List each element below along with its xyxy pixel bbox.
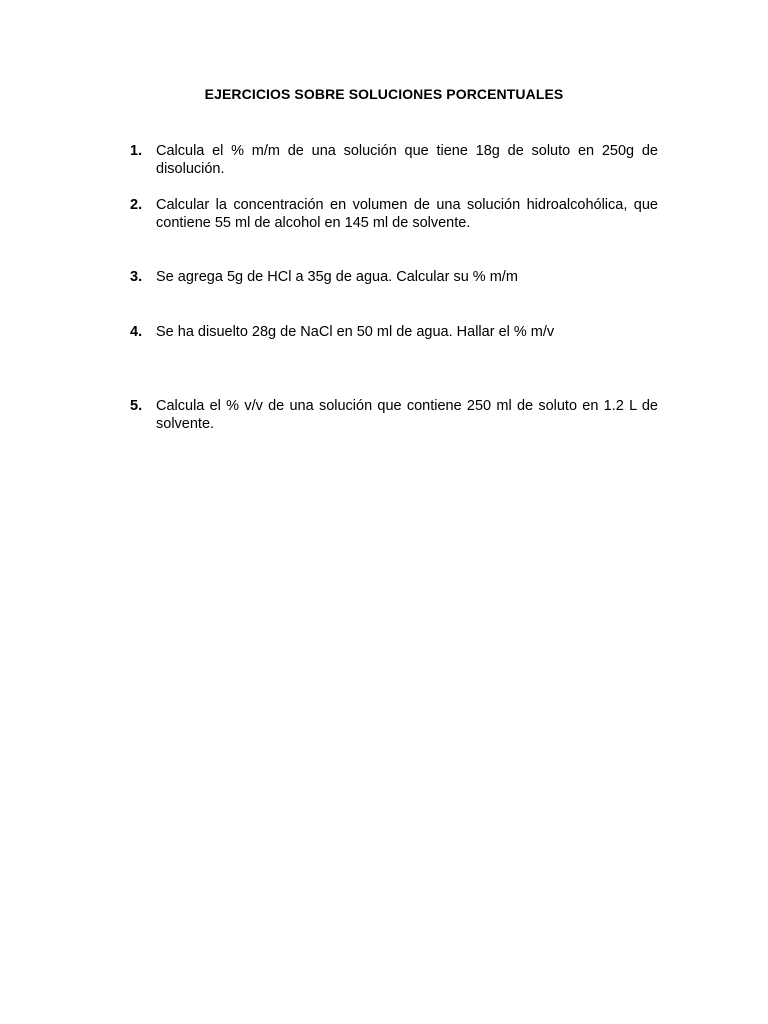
exercise-item-5 [130, 397, 658, 433]
exercise-number: 4. [130, 324, 143, 340]
exercise-text: Calcula el % m/m de una solución que tiene 18g de soluto en 250g de disolución. [156, 143, 658, 177]
exercise-item-4 [130, 323, 658, 341]
exercise-number: 5. [130, 398, 143, 414]
exercise-text: Se agrega 5g de HCl a 35g de agua. Calcular su % m/m [156, 269, 518, 285]
exercise-item-3 [130, 268, 658, 286]
exercise-text: Calcula el % v/v de una solución que contiene 250 ml de soluto en 1.2 L de solvente. [156, 398, 658, 432]
exercise-number: 1. [130, 143, 143, 159]
exercise-item-1 [130, 142, 658, 178]
exercise-text: Se ha disuelto 28g de NaCl en 50 ml de agua. Hallar el % m/v [156, 324, 555, 340]
exercise-text: Calcular la concentración en volumen de una solución hidroalcohólica, que contiene 55 ml de alcohol en 145 ml de solvente. [156, 197, 658, 231]
exercise-number: 3. [130, 269, 143, 285]
exercise-number: 2. [130, 197, 143, 213]
document-title: EJERCICIOS SOBRE SOLUCIONES PORCENTUALES [204, 86, 564, 102]
exercise-item-2 [130, 196, 658, 232]
